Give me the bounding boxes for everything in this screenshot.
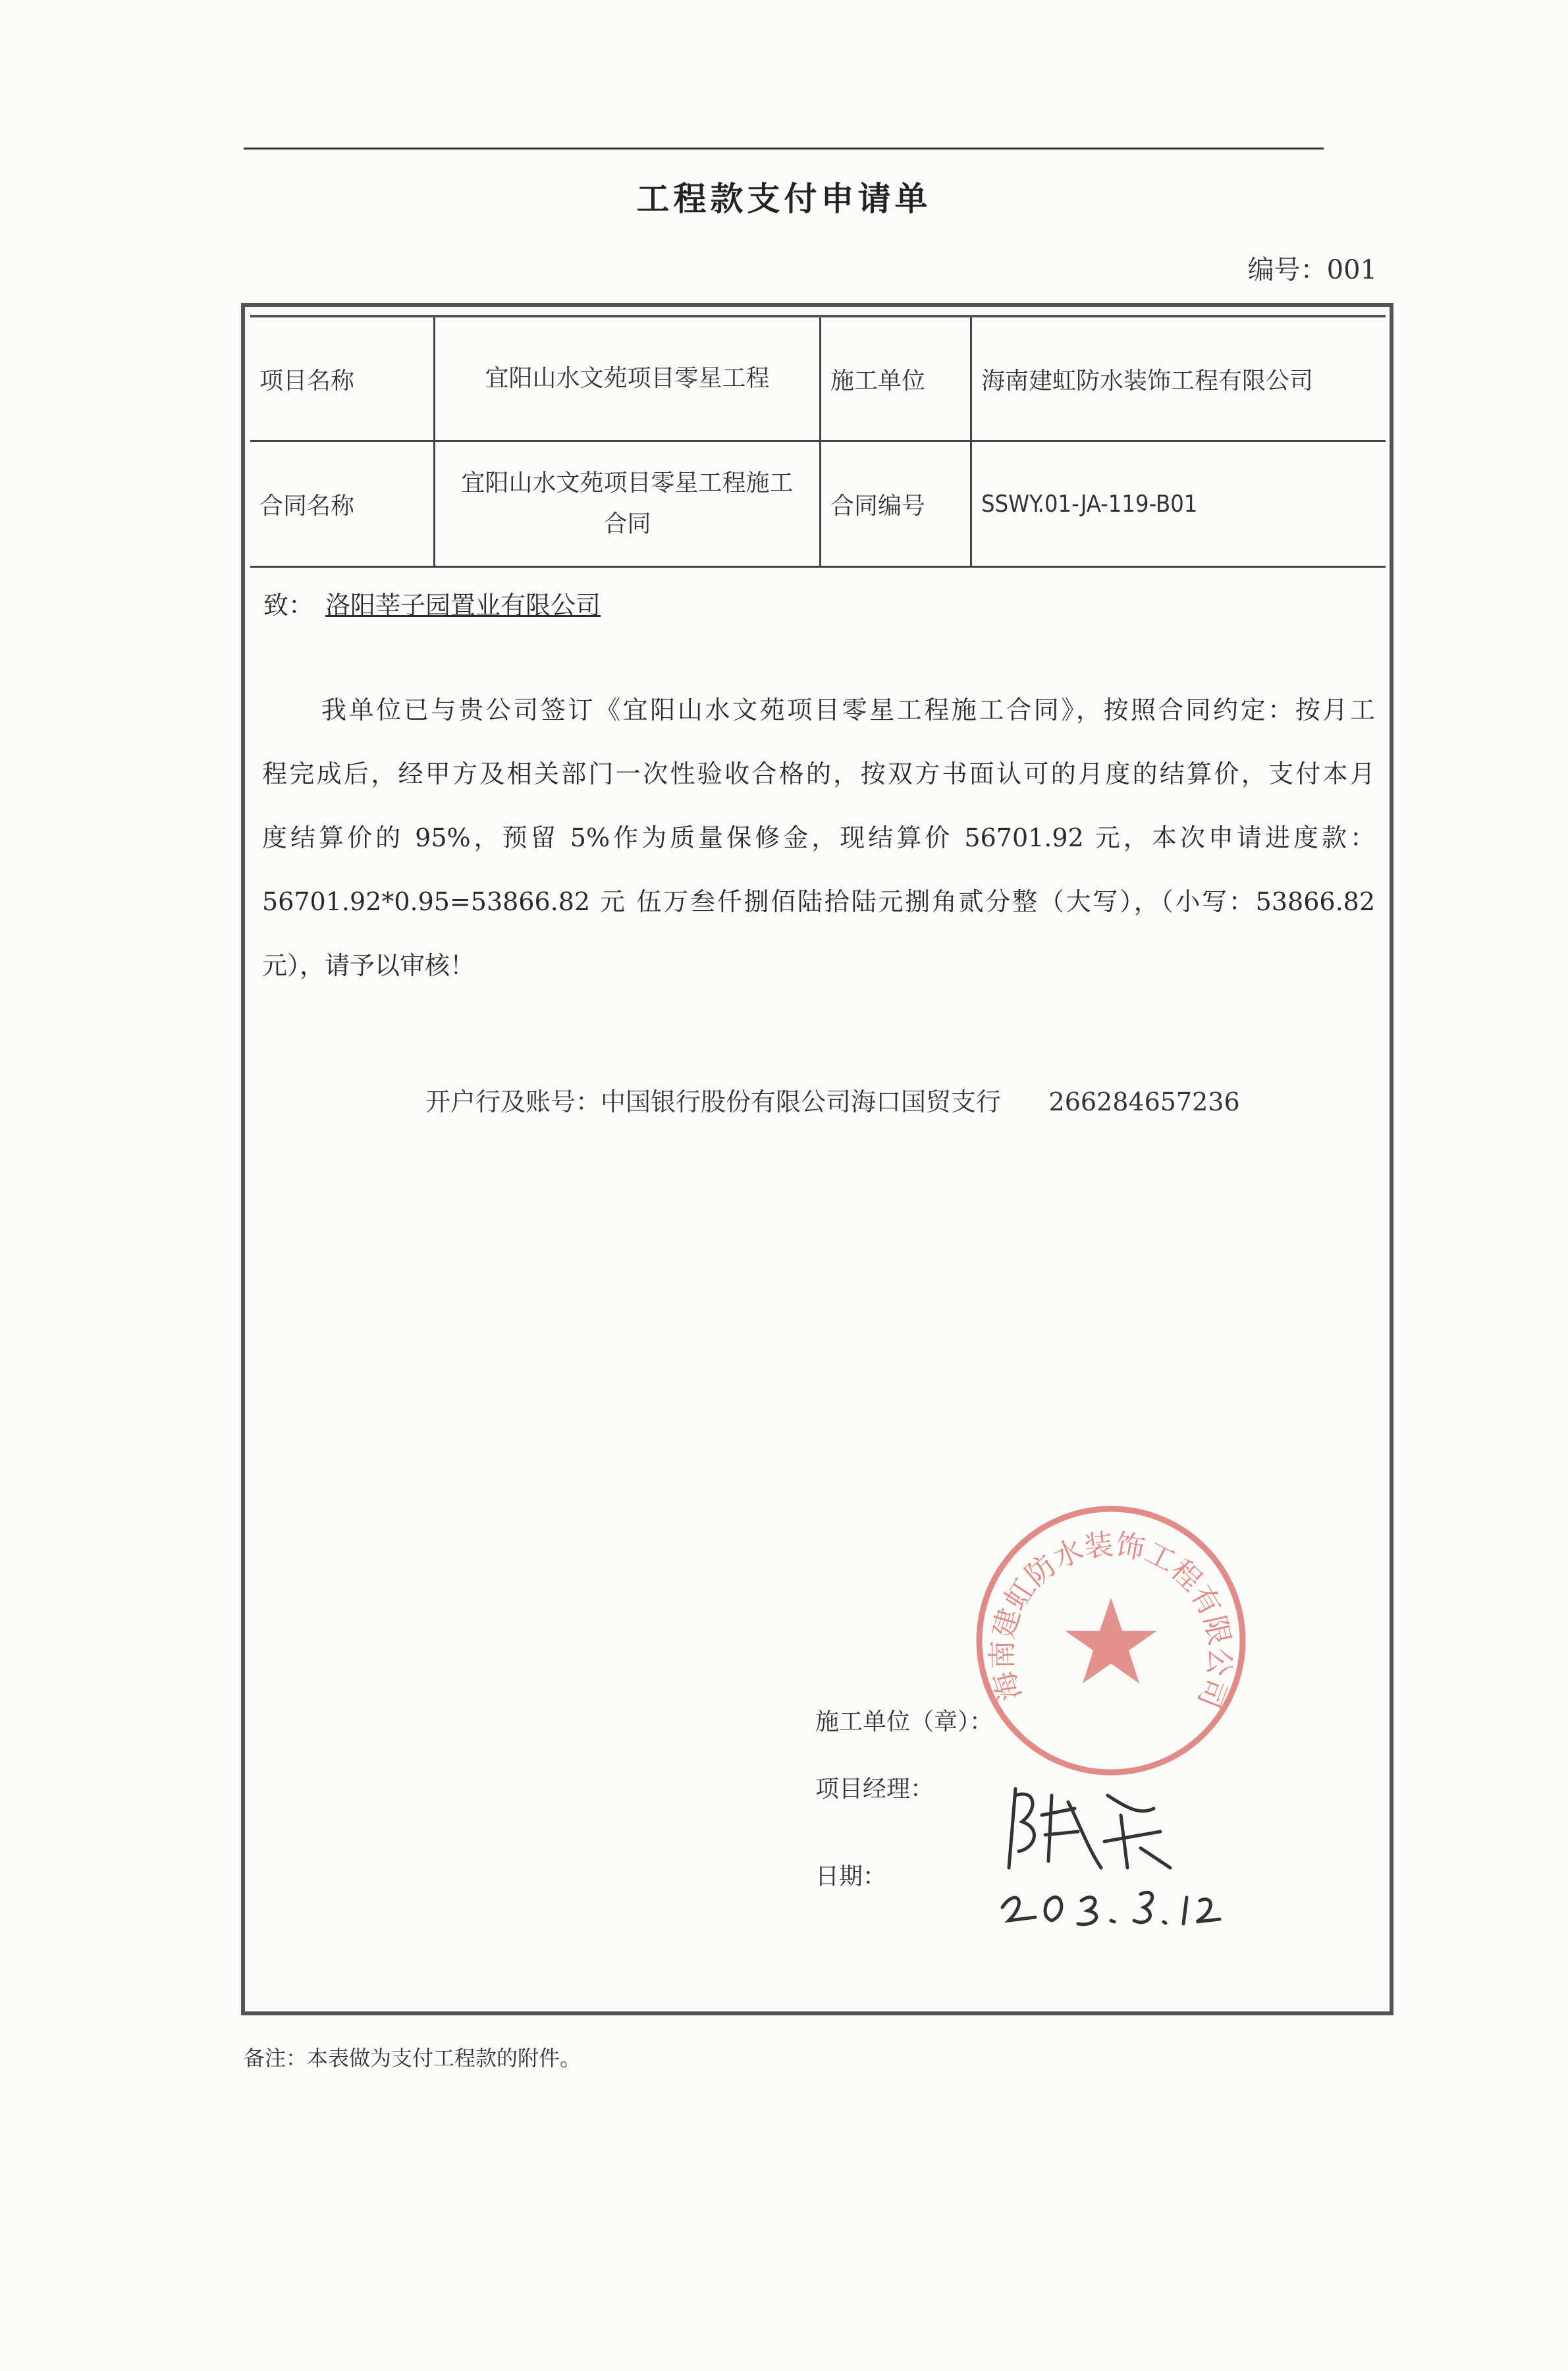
contract-no-label: 合同编号 [821, 441, 971, 567]
page-title: 工程款支付申请单 [636, 179, 932, 218]
body-line: 我单位已与贵公司签订《宜阳山水文苑项目零星工程施工合同》，按照合同约定：按月工 [321, 695, 1375, 724]
company-seal-icon [969, 1499, 1253, 1782]
seal-text: 海南建虹防水装饰工程有限公司 [985, 1527, 1237, 1712]
body-line: 56701.92*0.95=53866.82 元 伍万叁仟捌佰陆拾陆元捌角贰分整（大写），（小写：53866.82 [262, 887, 1375, 916]
bank-name: 中国银行股份有限公司海口国贸支行 [601, 1087, 1002, 1116]
handwritten-signature-icon [989, 1769, 1266, 1927]
project-name-label: 项目名称 [250, 316, 435, 441]
bank-account: 266284657236 [1048, 1087, 1240, 1116]
contract-no-value: SSWY.01-JA-119-B01 [971, 441, 1386, 567]
recipient-line [263, 585, 601, 621]
contractor-label: 施工单位 [821, 316, 971, 441]
date-label: 日期： [815, 1863, 887, 1890]
contractor-value: 海南建虹防水装饰工程有限公司 [971, 316, 1386, 441]
body-line: 元），请予以审核！ [262, 951, 475, 980]
header-rule [244, 148, 1324, 150]
footnote: 备注：本表做为支付工程款的附件。 [244, 2046, 581, 2071]
contract-name-value [435, 441, 821, 567]
table-row [250, 441, 1386, 567]
bank-label: 开户行及账号： [425, 1087, 601, 1116]
body-line: 程完成后，经甲方及相关部门一次性验收合格的，按双方书面认可的月度的结算价，支付本月 [262, 759, 1375, 788]
project-manager-label: 项目经理： [815, 1776, 934, 1803]
contract-name-text: 宜阳山水文苑项目零星工程施工合同 [461, 470, 794, 537]
contract-name-label: 合同名称 [250, 441, 435, 567]
contractor-seal-label: 施工单位（章）： [815, 1708, 994, 1735]
request-body [262, 690, 1375, 1010]
body-line: 度结算价的 95%，预留 5%作为质量保修金，现结算价 56701.92 元，本次申请进度款： [262, 823, 1375, 852]
recipient-name: 洛阳莘子园置业有限公司 [325, 591, 601, 620]
recipient-label: 致： [263, 591, 314, 620]
info-table [250, 315, 1386, 568]
application-form [241, 303, 1393, 2015]
serial-number: 编号：001 [1247, 255, 1377, 285]
project-name-value: 宜阳山水文苑项目零星工程 [435, 316, 821, 441]
bank-account-line [425, 1081, 1240, 1118]
table-row [250, 316, 1386, 441]
